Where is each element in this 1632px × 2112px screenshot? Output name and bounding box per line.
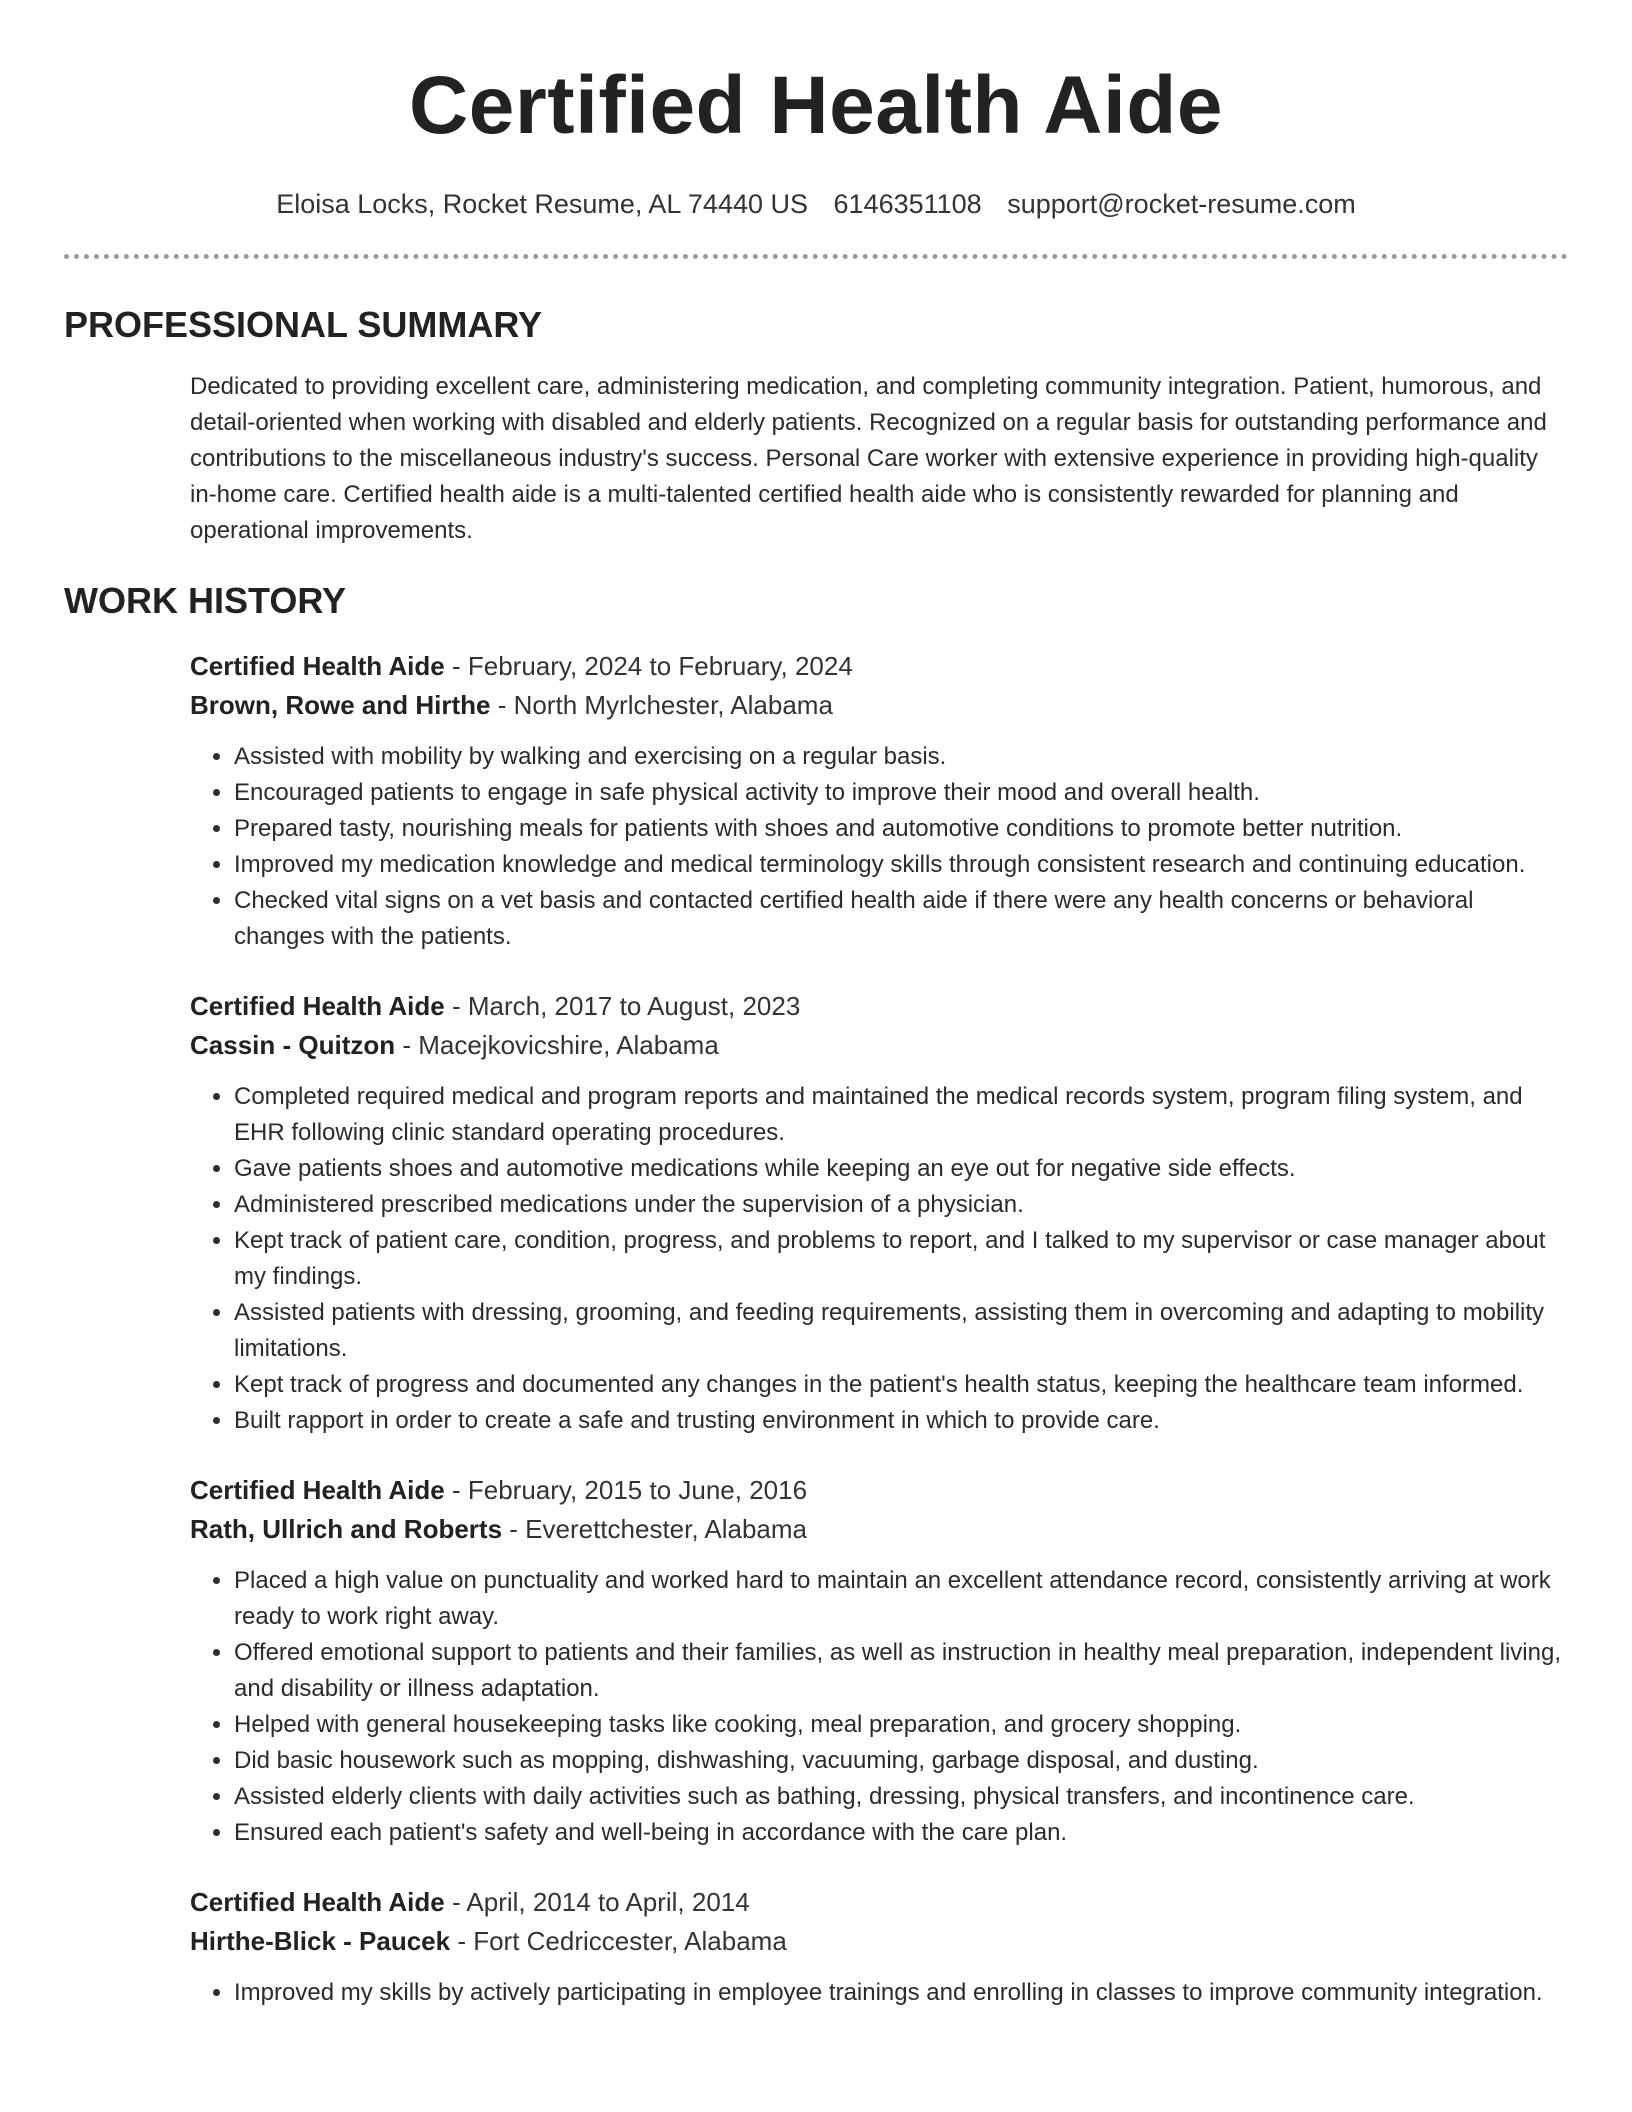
job-company: Rath, Ullrich and Roberts: [190, 1514, 503, 1544]
contact-line: [64, 188, 1568, 220]
job-company-line: [190, 1922, 1568, 1961]
job-bullet: • Helped with general housekeeping tasks like cooking, meal preparation, and grocery shopping.: [234, 1707, 1568, 1743]
job-bullet: • Improved my skills by actively participating in employee trainings and enrolling in classes to improve community integration.: [234, 1975, 1568, 2011]
dotted-divider: [64, 254, 1568, 259]
job-bullet: • Assisted patients with dressing, grooming, and feeding requirements, assisting them in overcoming and adapting to mobility limitations.: [234, 1295, 1568, 1367]
job-bullet: • Kept track of progress and documented any changes in the patient's health status, keeping the healthcare team informed.: [234, 1367, 1568, 1403]
job-location: - Macejkovicshire, Alabama: [395, 1030, 719, 1060]
job-bullet: • Offered emotional support to patients and their families, as well as instruction in healthy meal preparation, independent living, and disability or illness adaptation.: [234, 1635, 1568, 1707]
job-bullet: • Built rapport in order to create a safe and trusting environment in which to provide care.: [234, 1403, 1568, 1439]
contact-address: Eloisa Locks, Rocket Resume, AL 74440 US: [276, 189, 809, 219]
job-bullet: • Encouraged patients to engage in safe physical activity to improve their mood and overall health.: [234, 775, 1568, 811]
job-entry: [190, 987, 1568, 1439]
job-entry: [190, 1471, 1568, 1851]
job-entry: [190, 647, 1568, 955]
work-history-heading: WORK HISTORY: [64, 580, 347, 621]
job-title: Certified Health Aide: [190, 651, 445, 681]
job-title-line: [190, 1883, 1568, 1922]
job-location: - Fort Cedriccester, Alabama: [450, 1926, 787, 1956]
summary-heading: PROFESSIONAL SUMMARY: [64, 304, 543, 345]
job-bullet: • Gave patients shoes and automotive medications while keeping an eye out for negative side effects.: [234, 1151, 1568, 1187]
job-title-line: [190, 647, 1568, 686]
job-dates: - February, 2024 to February, 2024: [444, 651, 853, 681]
job-title-line: [190, 1471, 1568, 1510]
job-title: Certified Health Aide: [190, 991, 445, 1021]
job-location: - Everettchester, Alabama: [502, 1514, 807, 1544]
job-bullet: • Prepared tasty, nourishing meals for patients with shoes and automotive conditions to promote better nutrition.: [234, 811, 1568, 847]
job-title-line: [190, 987, 1568, 1026]
job-dates: - February, 2015 to June, 2016: [444, 1475, 808, 1505]
job-dates: - April, 2014 to April, 2014: [444, 1887, 750, 1917]
contact-phone: 6146351108: [833, 189, 982, 219]
document-title: Certified Health Aide: [409, 60, 1223, 151]
job-bullet: • Checked vital signs on a vet basis and contacted certified health aide if there were any health concerns or behavioral changes with the patients.: [234, 883, 1568, 955]
job-bullets: [190, 739, 1568, 955]
job-company: Brown, Rowe and Hirthe: [190, 690, 491, 720]
job-bullet: • Kept track of patient care, condition, progress, and problems to report, and I talked to my supervisor or case manager about my findings.: [234, 1223, 1568, 1295]
job-bullet: • Improved my medication knowledge and medical terminology skills through consistent research and continuing education.: [234, 847, 1568, 883]
job-bullet: • Placed a high value on punctuality and worked hard to maintain an excellent attendance record, consistently arriving at work ready to work right away.: [234, 1563, 1568, 1635]
job-title: Certified Health Aide: [190, 1887, 445, 1917]
job-company-line: [190, 686, 1568, 725]
job-bullets: [190, 1563, 1568, 1851]
summary-text: Dedicated to providing excellent care, administering medication, and completing community integration. Patient, humorous, and detail-oriented when working with disabled and elderly patients. Recognized on a regular basis for outstanding performance and contributions to the miscellaneous industry's success. Personal Care worker with extensive experience in providing high-quality in-home care. Certified health aide is a multi-talented certified health aide who is consistently rewarded for planning and operational improvements.: [190, 373, 1547, 544]
job-bullet: • Ensured each patient's safety and well-being in accordance with the care plan.: [234, 1815, 1568, 1851]
job-bullet: • Completed required medical and program reports and maintained the medical records system, program filing system, and EHR following clinic standard operating procedures.: [234, 1079, 1568, 1151]
job-location: - North Myrlchester, Alabama: [490, 690, 833, 720]
job-bullets: [190, 1975, 1568, 2011]
job-entry: [190, 1883, 1568, 2011]
job-bullet: • Administered prescribed medications under the supervision of a physician.: [234, 1187, 1568, 1223]
job-bullets: [190, 1079, 1568, 1439]
job-dates: - March, 2017 to August, 2023: [444, 991, 801, 1021]
job-bullet: • Assisted elderly clients with daily activities such as bathing, dressing, physical transfers, and incontinence care.: [234, 1779, 1568, 1815]
contact-email: support@rocket-resume.com: [1007, 189, 1356, 219]
job-company: Hirthe-Blick - Paucek: [190, 1926, 451, 1956]
job-bullet: • Assisted with mobility by walking and exercising on a regular basis.: [234, 739, 1568, 775]
job-bullet: • Did basic housework such as mopping, dishwashing, vacuuming, garbage disposal, and dusting.: [234, 1743, 1568, 1779]
job-company-line: [190, 1026, 1568, 1065]
job-title: Certified Health Aide: [190, 1475, 445, 1505]
job-company-line: [190, 1510, 1568, 1549]
job-company: Cassin - Quitzon: [190, 1030, 396, 1060]
